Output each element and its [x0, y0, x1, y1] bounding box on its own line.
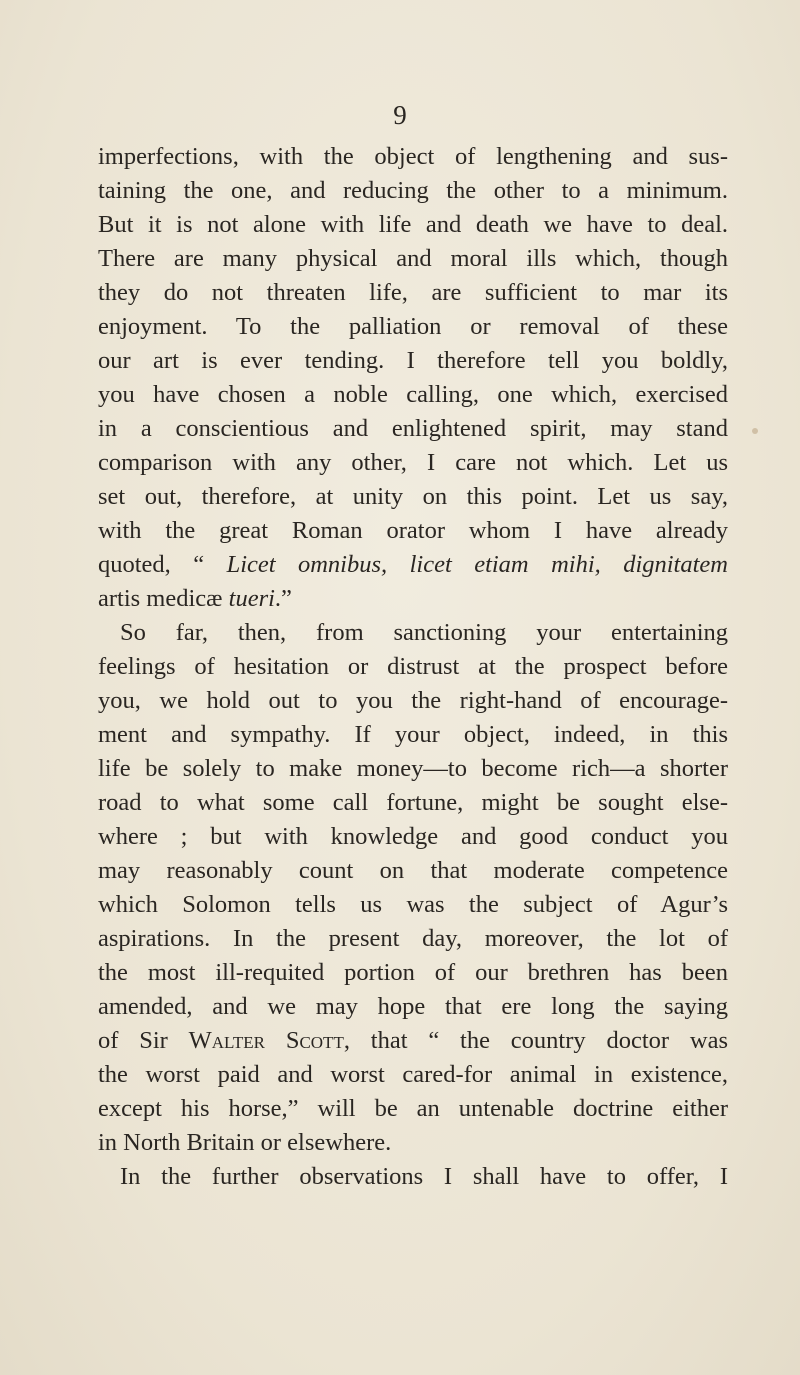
text-line [98, 922, 728, 956]
italic-text: tueri [228, 585, 275, 612]
text-line [98, 616, 728, 650]
text-segment: feelings of hesitation or distrust at the prospect before [98, 653, 728, 680]
text-segment: ment and sympathy. If your object, indeed, in this [98, 721, 728, 748]
smallcaps-name: Walter Scott [188, 1027, 344, 1054]
text-line [98, 956, 728, 990]
text-segment: , that “ the country doctor was [343, 1027, 728, 1054]
text-line [98, 378, 728, 412]
text-line [98, 820, 728, 854]
text-segment: But it is not alone with life and death we have to deal. [98, 211, 728, 238]
text-line [98, 276, 728, 310]
text-line [98, 650, 728, 684]
text-segment: of Sir [98, 1027, 189, 1054]
text-segment: taining the one, and reducing the other to a minimum. [98, 177, 728, 204]
text-line [98, 718, 728, 752]
text-line [98, 140, 728, 174]
text-segment: our art is ever tending. I therefore tell you boldly, [98, 347, 728, 374]
text-segment: imperfections, with the object of lengthening and sus- [98, 143, 728, 170]
text-segment: comparison with any other, I care not which. Let us [98, 449, 728, 476]
text-segment: the most ill-requited portion of our brethren has been [98, 959, 728, 986]
text-segment: quoted, “ [98, 551, 227, 578]
text-segment: road to what some call fortune, might be sought else- [98, 789, 728, 816]
text-line [98, 242, 728, 276]
text-line [98, 548, 728, 582]
text-segment: where ; but with knowledge and good conduct you [98, 823, 728, 850]
text-line [98, 990, 728, 1024]
text-segment: artis medicæ [98, 585, 229, 612]
text-line [98, 786, 728, 820]
text-segment: the worst paid and worst cared-for animal in existence, [98, 1061, 728, 1088]
text-segment: in a conscientious and enlightened spirit, may stand [98, 415, 728, 442]
text-line [98, 582, 728, 616]
text-line [98, 446, 728, 480]
text-line [98, 1092, 728, 1126]
text-segment: except his horse,” will be an untenable doctrine either [98, 1095, 728, 1122]
text-segment: In the further observations I shall have to offer, I [120, 1163, 728, 1190]
text-line [98, 1160, 728, 1194]
text-line [98, 1126, 728, 1160]
text-segment: with the great Roman orator whom I have already [98, 517, 728, 544]
page-number: 9 [393, 100, 407, 130]
text-segment: So far, then, from sanctioning your entertaining [120, 619, 728, 646]
text-segment: There are many physical and moral ills which, though [98, 245, 728, 272]
body-text [98, 140, 728, 1194]
text-line [98, 854, 728, 888]
italic-text: Licet omnibus, licet etiam mihi, dignitatem [226, 551, 728, 578]
text-line [98, 412, 728, 446]
text-segment: in North Britain or elsewhere. [98, 1129, 392, 1156]
paper-speck [752, 428, 758, 434]
text-line [98, 888, 728, 922]
text-line [98, 310, 728, 344]
text-segment: you, we hold out to you the right-hand of encourage- [98, 687, 728, 714]
text-line [98, 684, 728, 718]
text-segment: may reasonably count on that moderate competence [98, 857, 728, 884]
text-line [98, 1058, 728, 1092]
text-line [98, 1024, 728, 1058]
text-line [98, 752, 728, 786]
text-line [98, 208, 728, 242]
text-line [98, 480, 728, 514]
text-segment: aspirations. In the present day, moreover, the lot of [98, 925, 728, 952]
text-segment: enjoyment. To the palliation or removal of these [98, 313, 728, 340]
text-segment: .” [274, 585, 292, 612]
text-line [98, 174, 728, 208]
text-line [98, 514, 728, 548]
text-segment: which Solomon tells us was the subject of Agur’s [98, 891, 728, 918]
text-segment: you have chosen a noble calling, one which, exercised [98, 381, 728, 408]
text-line [98, 344, 728, 378]
text-segment: they do not threaten life, are sufficient to mar its [98, 279, 728, 306]
text-segment: amended, and we may hope that ere long the saying [98, 993, 728, 1020]
text-segment: set out, therefore, at unity on this point. Let us say, [98, 483, 728, 510]
text-segment: life be solely to make money—to become rich—a shorter [98, 755, 728, 782]
